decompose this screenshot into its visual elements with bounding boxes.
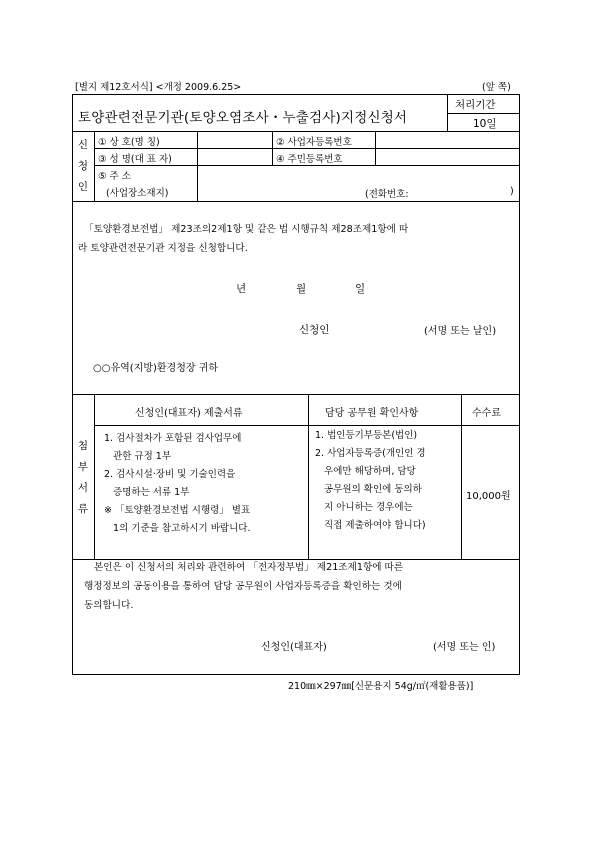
business-reg-number-field[interactable] [377, 133, 518, 147]
representative-name-field[interactable] [199, 150, 270, 164]
processing-period-label: 처리기간 [455, 99, 496, 111]
business-name-field[interactable] [199, 133, 270, 147]
signature-note: (서명 또는 날인) [424, 326, 497, 337]
page-side-label: (앞 쪽) [482, 82, 511, 93]
statement-line-1: 「토양환경보전법」 제23조의2제1항 및 같은 법 시행규칙 제28조제1항에 따 [84, 224, 409, 235]
address-field[interactable] [199, 167, 517, 199]
statement-line-2: 라 토양관련전문기관 지정을 신청합니다. [78, 243, 248, 254]
date-year: 년 [236, 283, 247, 295]
applicant-documents-list: 1. 검사절차가 포함된 검사업무에 관한 규정 1부 2. 검사시설·장비 및 기술인력을 증명하는 서류 1부 ※ 「토양환경보전법 시행령」 별표 1의 기준을 참고하시기 바랍니다. [104, 433, 251, 534]
form-reference: [별지 제12호서식] <개정 2009.6.25> [75, 82, 242, 93]
business-reg-number-label: ② 사업자등록번호 [276, 137, 352, 148]
official-check-list: 1. 법인등기부등본(법인) 2. 사업자등록증(개인인 경 우에만 해당하며, 담당 공무원의 확인에 동의하 지 아니하는 경우에는 직접 제출하여야 합니다) [315, 430, 426, 531]
applicant-documents-header: 신청인(대표자) 제출서류 [135, 408, 243, 419]
paper-spec: 210㎜×297㎜[신문용지 54g/㎡(재활용품)] [288, 681, 474, 692]
consent-signer-label: 신청인(대표자) [261, 642, 327, 653]
consent-line-2: 행정정보의 공동이용을 통하여 담당 공무원이 사업자등록증을 확인하는 것에 [84, 581, 402, 592]
resident-reg-number-label: ④ 주민등록번호 [276, 154, 343, 165]
phone-label: (전화번호: [365, 189, 409, 200]
processing-period-value: 10일 [473, 118, 497, 130]
business-name-label: ① 상 호(명 칭) [98, 137, 160, 148]
date-day: 일 [355, 283, 366, 295]
date-month: 월 [296, 283, 307, 295]
resident-reg-number-field[interactable] [377, 150, 518, 164]
recipient: ○○유역(지방)환경청장 귀하 [93, 363, 219, 374]
consent-signature-note: (서명 또는 인) [433, 642, 496, 653]
representative-name-label: ③ 성 명(대 표 자) [98, 154, 172, 165]
official-check-header: 담당 공무원 확인사항 [325, 408, 419, 419]
form-title: 토양관련전문기관(토양오염조사・누출검사)지정신청서 [78, 110, 408, 126]
consent-line-3: 동의합니다. [84, 600, 134, 611]
attachments-section-label: 첨 부 서 류 [77, 440, 89, 515]
address-sublabel: (사업장소재지) [106, 188, 169, 199]
address-label: ⑤ 주 소 [98, 171, 131, 182]
applicant-section-label: 신 청 인 [77, 139, 89, 193]
fee-header: 수수료 [472, 408, 501, 419]
phone-close: ) [510, 186, 514, 197]
applicant-signature-label: 신청인 [299, 324, 330, 336]
fee-value: 10,000원 [466, 491, 511, 502]
consent-line-1: 본인은 이 신청서의 처리와 관련하여 「전자정부법」 제21조제1항에 따른 [94, 562, 404, 573]
